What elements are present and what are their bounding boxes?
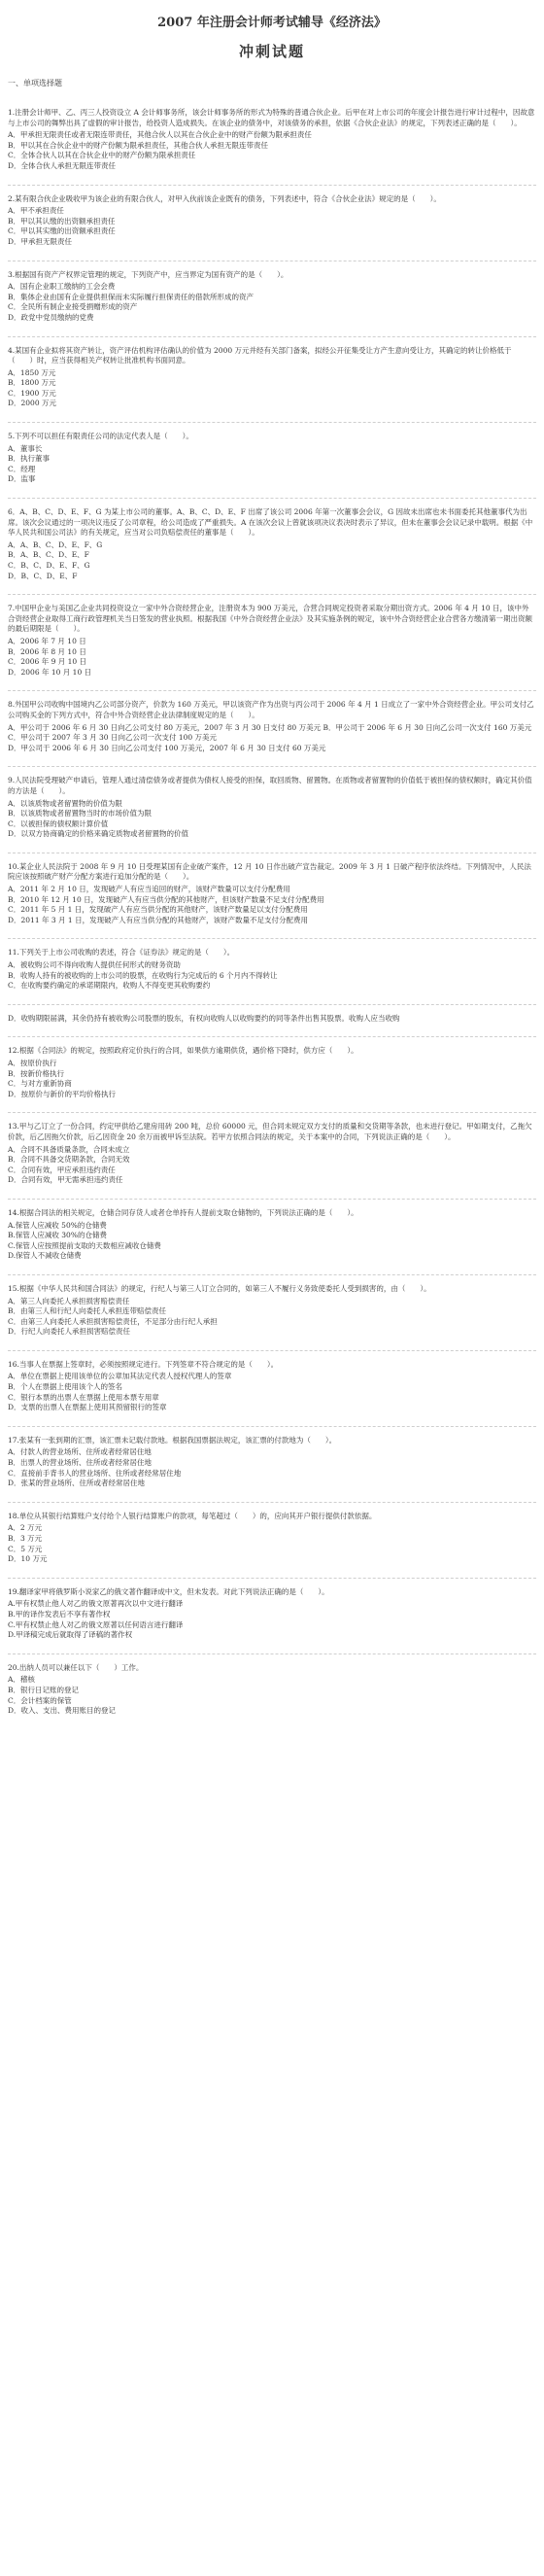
question-text: 7.中国甲企业与美国乙企业共同投资设立一家中外合资经营企业，注册资本为 900 万美元，合营合同规定投资者采取分期出资方式。2006 年 4 月 10 日，该中外合资经营企业取得工商行政管理机关当日签发的营业执照。根据我国《中外合资经营企业法》及其实施条例的规定，该中外合资经营企业合营各方缴清第一期出资额的最后期限是（ ）。 <box>8 604 532 634</box>
answer-option: D．2006 年 10 月 10 日 <box>8 667 92 677</box>
question-text: 15.根据《中华人民共和国合同法》的规定，行纪人与第三人订立合同的，如第三人不履行义务致使委托人受到损害的，由（ ）。 <box>8 1283 431 1293</box>
question-item <box>8 853 536 926</box>
answer-option: B．按新价格执行 <box>8 1068 65 1078</box>
answer-option: D．2000 万元 <box>8 399 56 408</box>
question-text: 2.某有限合伙企业吸收甲为该企业的有限合伙人，对甲入伙前该企业既有的债务，下列表述中，符合《合伙企业法》规定的是（ ）。 <box>8 193 441 203</box>
question-item <box>8 1036 536 1099</box>
answer-option: A．2 万元 <box>8 1523 43 1533</box>
question-item <box>8 1004 536 1025</box>
question-item <box>8 690 536 753</box>
question-text: 4.某国有企业拟将其资产转让，资产评估机构评估确认的价值为 2000 万元并经有关部门备案，拟经公开征集受让方产生意向受让方，其确定的转让价格低于（ ）时，应当获得相关产权转让批准机构书面同意。 <box>8 345 512 366</box>
answer-option: B．A、B、C、D、E、F <box>8 550 89 560</box>
answer-option: A．国有企业职工缴纳的工会会费 <box>8 282 116 292</box>
question-item <box>8 1350 536 1413</box>
answer-option: B．以该质物或者留置物当时的市场价值为限 <box>8 809 153 818</box>
question-text: D．收购期限届满，其余仍持有被收购公司股票的股东，有权向收购人以收购要约的同等条件出售其股票。收购人应当收购 <box>8 1013 400 1023</box>
document-subtitle: 冲刺试题 <box>238 43 305 60</box>
answer-option: B．银行日记账的登记 <box>8 1685 80 1694</box>
answer-option: B．个人在票据上使用该个人的签名 <box>8 1382 123 1392</box>
question-text: 20.出纳人员可以兼任以下（ ）工作。 <box>8 1662 144 1672</box>
answer-option: C．以被担保的债权额计算价值 <box>8 818 109 828</box>
answer-option: C．甲以其实缴的出资额承担责任 <box>8 226 116 236</box>
question-text: 18.单位从其银行结算账户支付给个人银行结算账户的款项，每笔超过（ ）的，应向其开户银行提供付款依据。 <box>8 1511 377 1520</box>
question-item <box>8 1502 536 1565</box>
answer-option: D．政党中党员缴纳的党费 <box>8 312 94 322</box>
question-item <box>8 1578 536 1641</box>
answer-option: C．在收购要约确定的承诺期限内，收购人不得变更其收购要约 <box>8 981 211 991</box>
answer-option: B．执行董事 <box>8 454 51 464</box>
question-text: 1.注册会计师甲、乙、丙三人投资设立 A 会计师事务所，该会计师事务所的形式为特殊的普通合伙企业。后甲在对上市公司的年度会计报告进行审计过程中，因故意与上市公司的舞弊出具了虚假的审计报告，给投资人造成损失。在该企业的债务中，对该债务的承担，依据《合伙企业法》的规定，下列表述正确的是（ ）。 <box>8 108 535 127</box>
answer-option: C．B、C、D、E、F、G <box>8 561 90 570</box>
question-item <box>8 422 536 485</box>
answer-option: A．A、B、C、D、E、F、G <box>8 540 103 549</box>
answer-option: D．全体合伙人承担无限连带责任 <box>8 160 117 170</box>
question-text: 17.张某有一张到期的汇票，该汇票未记载付款地。根据我国票据法规定，该汇票的付款地为（ ）。 <box>8 1435 337 1445</box>
question-item <box>8 99 536 172</box>
answer-option: A．1850 万元 <box>8 367 56 377</box>
answer-option: A．以该质物或者留置物的价值为限 <box>8 798 122 808</box>
answer-option: A．被收购公司不得向收购人提供任何形式的财务资助 <box>8 960 181 970</box>
question-item <box>8 1199 536 1262</box>
question-item <box>8 1274 536 1338</box>
question-text: 9.人民法院受理破产申请后，管理人通过清偿债务或者提供为债权人接受的担保，取回质物、留置物。在质物或者留置物的价值低于被担保的债权额时，确定其价值的方法是（ ）。 <box>8 776 532 795</box>
question-item <box>8 766 536 840</box>
answer-option: D.甲译稿完成后就取得了译稿的著作权 <box>8 1630 133 1640</box>
answer-option: A．第三人向委托人承担损害赔偿责任 <box>8 1296 130 1305</box>
answer-option: D．甲公司于 2006 年 6 月 30 日向乙公司支付 100 万美元，2007 年 6 月 30 日支付 60 万美元 <box>8 743 326 752</box>
question-text: 19.翻译家甲将俄罗斯小说家乙的俄文著作翻译成中文，但未发表。对此下列说法正确的是（ ）。 <box>8 1586 329 1596</box>
answer-option: C．甲公司于 2007 年 3 月 30 日向乙公司一次支付 100 万美元 <box>8 733 218 743</box>
question-item <box>8 336 536 410</box>
answer-option: A．董事长 <box>8 443 43 453</box>
question-text: 14.根据合同法的相关规定，仓储合同存货人或者仓单持有人提前支取仓储物的，下列说法正确的是（ ）。 <box>8 1207 358 1217</box>
answer-option: A．2006 年 7 月 10 日 <box>8 636 86 645</box>
answer-option: A.保管人应减收 50%的仓储费 <box>8 1220 107 1230</box>
answer-option: D．甲承担无限责任 <box>8 236 73 246</box>
answer-option: A．2011 年 2 月 10 日，发现破产人有应当追回的财产，该财产数量可以支付分配费用 <box>8 885 290 894</box>
answer-option: C．5 万元 <box>8 1544 43 1553</box>
question-item <box>8 594 536 678</box>
answer-option: D．张某的营业场所、住所或者经常居住地 <box>8 1479 146 1488</box>
answer-option: C．全体合伙人以其在合伙企业中的财产份额为限承担责任 <box>8 151 196 160</box>
answer-option: B．1800 万元 <box>8 378 56 388</box>
question-text: 16.当事人在票据上签章时，必须按照规定进行。下列签章不符合规定的是（ ）。 <box>8 1359 279 1369</box>
question-text: 6．A、B、C、D、E、F、G 为某上市公司的董事。A、B、C、D、E、F 出席了该公司 2006 年第一次董事会会议，G 因故未出席也未书面委托其他董事代为出席。该次会议通过的一项决议违反了公司章程，给公司造成了严重损失。A 在该次会议上曾就该项决议表决时表示了异议，但未在董事会会议记录中载明。根据《中华人民共和国公司法》的有关规定，应当对公司负赔偿责任的董事是（ ）。 <box>8 507 533 538</box>
answer-option: B．合同不具备交货期条款，合同无效 <box>8 1155 130 1165</box>
question-text: 10.某企业人民法院于 2008 年 9 月 10 日受理某国有企业破产案件，12 月 10 日作出破产宣告裁定。2009 年 3 月 1 日破产程序依法终结。下列情况中，人民法院应该按照破产财产分配方案进行追加分配的是（ ）。 <box>8 861 531 882</box>
answer-option: C．直接前手背书人的营业场所、住所或者经常居住地 <box>8 1468 182 1478</box>
answer-option: C．经理 <box>8 464 36 473</box>
answer-option: A．单位在票据上使用该单位的公章加其法定代表人授权代理人的签章 <box>8 1372 232 1381</box>
question-text: 12.根据《合同法》的规定，按照政府定价执行的合同，如果供方逾期供货，遇价格下降时，供方应（ ）。 <box>8 1046 358 1056</box>
answer-option: B．收购人持有的被收购的上市公司的股票，在收购行为完成后的 6 个月内不得转让 <box>8 970 278 980</box>
answer-option: B．甲以其在合伙企业中的财产份额为限承担责任，其他合伙人承担无限连带责任 <box>8 140 269 150</box>
question-item <box>8 261 536 324</box>
answer-option: C．1900 万元 <box>8 388 56 398</box>
answer-option: C．银行本票的出票人在票据上使用本票专用章 <box>8 1392 159 1402</box>
answer-option: A．合同不具备质量条款，合同未成立 <box>8 1144 130 1154</box>
answer-option: C.保管人应按照提前支取的天数相应减收仓储费 <box>8 1240 161 1250</box>
question-text: 11.下列关于上市公司收购的表述，符合《证券法》规定的是（ ）。 <box>8 948 235 957</box>
question-text: 8.外国甲公司收购中国境内乙公司部分资产，价款为 160 万美元，甲以该资产作为出资与丙公司于 2006 年 4 月 1 日成立了一家中外合资经营企业。甲公司支付乙公司购买金的下列方式中，符合中外合资经营企业法律制度规定的是（ ）。 <box>8 700 534 719</box>
question-item <box>8 938 536 991</box>
answer-option: A．按原价执行 <box>8 1059 57 1067</box>
answer-option: C.甲有权禁止他人对乙的俄文原著以任何语言进行翻译 <box>8 1619 184 1629</box>
answer-option: B．甲以其认缴的出资额承担责任 <box>8 216 116 226</box>
question-text: 3.根据国有资产产权界定管理的规定，下列资产中，应当界定为国有资产的是（ ）。 <box>8 269 289 279</box>
answer-option: B．出票人的营业场所、住所或者经常居住地 <box>8 1458 153 1468</box>
question-list <box>8 99 536 1717</box>
answer-option: D．支票的出票人在票据上使用其预留银行的签章 <box>8 1403 167 1412</box>
answer-option: A.甲有权禁止他人对乙的俄文原著再次以中文进行翻译 <box>8 1599 184 1609</box>
answer-option: A．付款人的营业场所、住所或者经常居住地 <box>8 1447 152 1457</box>
answer-option: D．行纪人向委托人承担损害赔偿责任 <box>8 1327 131 1337</box>
answer-option: D．以双方协商确定的价格来确定质物或者留置物的价值 <box>8 829 189 839</box>
answer-option: B.甲的译作发表后不享有著作权 <box>8 1609 111 1619</box>
question-text: 13.甲与乙订立了一份合同，约定甲供给乙建房用砖 200 吨，总价 60000 元，但合同未规定双方支付的质量和交货期等条款，也未进行登记。甲如期支付，乙拖欠价款，后乙因拖欠价款，后乙因资金 20 余万而被甲诉至法院。若甲方依照合同法的规定，关于本案中的合同，下列说法正确的是（ ）。 <box>8 1122 532 1141</box>
answer-option: B.保管人应减收 30%的仓储费 <box>8 1231 107 1240</box>
answer-option: B．3 万元 <box>8 1534 43 1543</box>
answer-option: A．甲不承担责任 <box>8 206 64 216</box>
answer-option: A．甲承担无限责任或者无限连带责任，其他合伙人以其在合伙企业中的财产份额为限承担责任 <box>8 130 312 140</box>
answer-option: D．合同有效，甲无需承担违约责任 <box>8 1175 123 1185</box>
answer-option: B．2010 年 12 月 10 日，发现破产人有应当供分配的其他财产，但该财产数量不足支付分配费用 <box>8 894 324 904</box>
answer-option: C．与对方重新协商 <box>8 1079 72 1089</box>
answer-option: C．2011 年 5 月 1 日，发现破产人有应当供分配的其他财产，该财产数量足以支付分配费用 <box>8 905 308 915</box>
answer-option: B．集体企业由国有企业提供担保而未实际履行担保责任的借款所形成的资产 <box>8 292 255 301</box>
question-item <box>8 185 536 248</box>
answer-option: C．2006 年 9 月 10 日 <box>8 657 87 667</box>
answer-option: A．甲公司于 2006 年 6 月 30 日向乙公司支付 80 万美元，2007 年 3 月 30 日支付 80 万美元 B．甲公司于 2006 年 6 月 30 日向乙公司一次支付 160 万美元 <box>8 722 532 732</box>
question-item <box>8 498 536 581</box>
answer-option: D．监事 <box>8 474 36 484</box>
answer-option: B．2006 年 8 月 10 日 <box>8 646 86 656</box>
answer-option: D．收入、支出、费用账目的登记 <box>8 1706 117 1716</box>
question-item <box>8 1654 536 1717</box>
answer-option: D．按原价与新价的平均价格执行 <box>8 1089 117 1098</box>
answer-option: D.保管人不减收仓储费 <box>8 1251 82 1261</box>
answer-option: A．稽核 <box>8 1675 35 1685</box>
question-item <box>8 1112 536 1186</box>
answer-option: C．由第三人向委托人承担损害赔偿责任，不足部分由行纪人承担 <box>8 1316 218 1326</box>
document-title: 2007 年注册会计师考试辅导《经济法》 <box>157 16 387 30</box>
answer-option: D．B、C、D、E、F <box>8 571 78 580</box>
section-heading: 一、单项选择题 <box>8 79 62 87</box>
question-item <box>8 1426 536 1489</box>
answer-option: D．10 万元 <box>8 1554 48 1564</box>
question-text: 5.下列不可以担任有限责任公司的法定代表人是（ ）。 <box>8 432 193 441</box>
answer-option: C．合同有效，甲应承担违约责任 <box>8 1165 116 1174</box>
answer-option: C．全民所有制企业接受捐赠形成的资产 <box>8 302 138 312</box>
answer-option: B．由第三人和行纪人向委托人承担连带赔偿责任 <box>8 1306 167 1316</box>
answer-option: D．2011 年 3 月 1 日，发现破产人有应当供分配的其他财产，该财产数量不足支付分配费用 <box>8 915 309 924</box>
answer-option: C．会计档案的保管 <box>8 1695 72 1705</box>
